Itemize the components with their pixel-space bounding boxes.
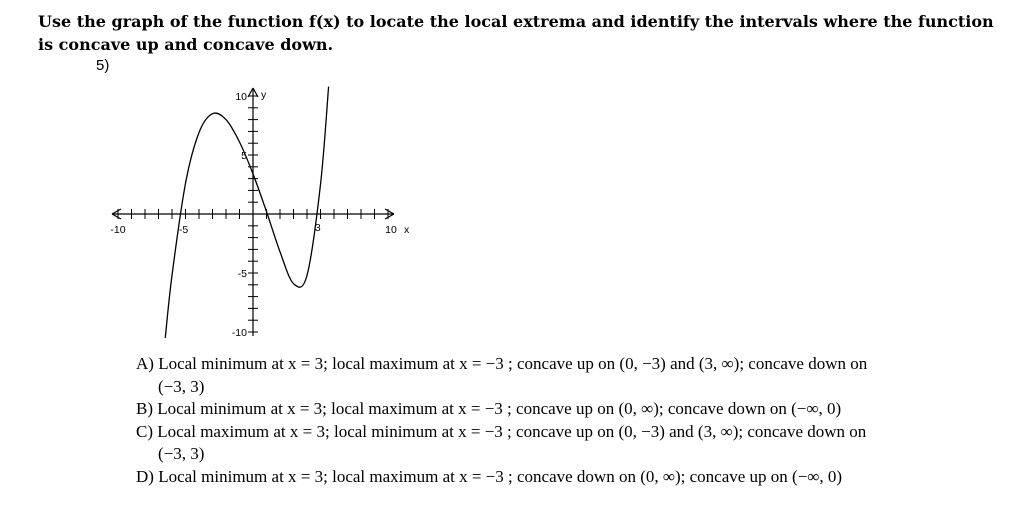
question-number: 5) xyxy=(96,57,110,74)
x-tick-label: -10 xyxy=(110,224,126,236)
choice-d[interactable] xyxy=(136,466,996,489)
choice-text-continued: (−3, 3) xyxy=(158,376,205,396)
choice-letter: A) xyxy=(136,354,154,373)
choice-text: Local minimum at x = 3; local maximum at x = −3 ; concave up on (0, ∞); concave down on (−∞, 0) xyxy=(157,399,842,418)
choice-b[interactable] xyxy=(136,398,996,421)
x-tick-label: -5 xyxy=(178,224,189,236)
choice-text: Local minimum at x = 3; local maximum at x = −3 ; concave up on (0, −3) and (3, ∞); concave down on xyxy=(158,354,868,373)
x-tick-label: 3 xyxy=(314,222,321,234)
choice-letter: C) xyxy=(136,421,153,441)
choice-letter: D) xyxy=(136,466,154,486)
choice-text-continued: (−3, 3) xyxy=(158,444,205,463)
answer-choices xyxy=(136,353,996,488)
y-tick-label: -10 xyxy=(231,327,247,339)
question-text: Use the graph of the function f(x) to locate the local extrema and identify the intervals where the function is concave up and concave down. xyxy=(38,12,994,54)
axes xyxy=(112,88,394,336)
y-tick-label: 5 xyxy=(241,150,247,162)
function-curve xyxy=(165,87,328,338)
choice-a[interactable] xyxy=(136,353,996,398)
x-axis-label: x xyxy=(404,224,410,236)
choice-c[interactable] xyxy=(136,421,996,466)
y-axis-label: y xyxy=(261,89,267,101)
x-tick-label: 10 xyxy=(385,224,397,236)
y-tick-label: 10 xyxy=(235,91,247,103)
choice-text: Local minimum at x = 3; local maximum at x = −3 ; concave down on (0, ∞); concave up on (−∞, 0) xyxy=(158,466,843,486)
choice-text: Local maximum at x = 3; local minimum at x = −3 ; concave up on (0, −3) and (3, ∞); concave down on xyxy=(157,421,867,441)
choice-letter: B) xyxy=(136,399,153,418)
y-tick-label: -5 xyxy=(237,268,247,280)
